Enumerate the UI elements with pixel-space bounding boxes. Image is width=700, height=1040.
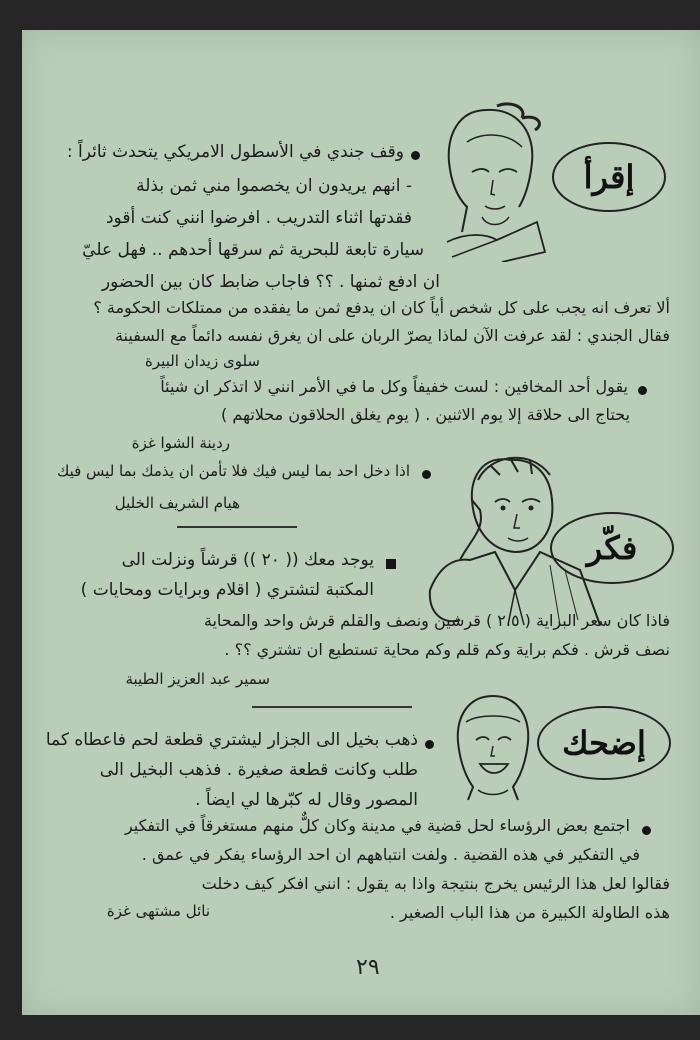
- meeting-line-1: اجتمع بعض الرؤساء لحل قضية في مدينة وكان كلٌّ منهم مستغرقاً في التفكير: [124, 816, 630, 835]
- quote-line-2: يحتاج الى حلاقة إلا يوم الاثنين . ( يوم يغلق الحلاقون محلاتهم ): [220, 405, 630, 424]
- read-heading: إقرأ: [583, 158, 635, 196]
- problem-line-4: نصف قرش . فكم براية وكم قلم وكم محاية تستطيع ان تشتري ؟؟ .: [224, 640, 670, 659]
- problem-line-3: فاذا كان سعر البراية ( ٢.٥ ) قرشين ونصف والقلم قرش واحد والمحاية: [203, 611, 670, 630]
- meeting-line-4: هذه الطاولة الكبيرة من هذا الباب الصغير .: [389, 903, 670, 922]
- laugh-line-3: المصور وقال له كبّرها لي ايضاً .: [195, 790, 418, 810]
- quote-line-1: يقول أحد المخافين : لست خفيفاً وكل ما في الأمر انني لا اتذكر ان شيئاً: [160, 377, 628, 396]
- read-bullet: [411, 151, 420, 160]
- problem-bullet: [386, 559, 396, 569]
- read-signature: سلوى زيدان البيرة: [145, 352, 260, 370]
- read-heading-bubble: [552, 142, 666, 212]
- page-number: ٢٩: [356, 955, 380, 980]
- think-heading-bubble: [550, 512, 674, 584]
- meeting-line-2: في التفكير في هذه القضية . ولفت انتباههم ان احد الرؤساء يفكر في عمق .: [141, 845, 640, 864]
- problem-line-1: يوجد معك (( ٢٠ )) قرشاً ونزلت الى: [121, 550, 374, 570]
- quote-bullet: [638, 386, 647, 395]
- laugh-line-2: طلب وكانت قطعة صغيرة . فذهب البخيل الى: [99, 760, 418, 780]
- laugh-line-1: ذهب بخيل الى الجزار ليشتري قطعة لحم فاعطاه كما: [45, 730, 418, 750]
- read-line-4: سيارة تابعة للبحرية ثم سرقها أحدهم .. فهل عليّ: [82, 240, 424, 260]
- problem-signature: سمير عبد العزيز الطيبة: [125, 670, 270, 688]
- laugh-heading: إضحك: [562, 724, 646, 762]
- read-line-6: ألا تعرف انه يجب على كل شخص أياً كان ان يدفع ثمن ما يفقده من ممتلكات الحكومة ؟: [93, 298, 670, 317]
- quote-signature: ردينة الشوا غزة: [131, 434, 230, 452]
- meeting-line-3: فقالوا لعل هذا الرئيس يخرج بنتيجة واذا به يقول : انني افكر كيف دخلت: [201, 874, 670, 893]
- divider-1: [177, 526, 297, 528]
- meeting-signature: نائل مشتهى غزة: [106, 902, 210, 920]
- proverb-signature: هيام الشريف الخليل: [114, 494, 240, 512]
- read-line-7: فقال الجندي : لقد عرفت الآن لماذا يصرّ الربان على ان يغرق نفسه دائماً مع السفينة: [114, 326, 670, 345]
- laughing-girl-illustration: [448, 692, 538, 804]
- read-line-5: ان ادفع ثمنها . ؟؟ فاجاب ضابط كان بين الحضور: [101, 272, 440, 292]
- read-line-2: - انهم يريدون ان يخصموا مني ثمن بذلة: [136, 176, 412, 196]
- read-line-1: وقف جندي في الأسطول الامريكي يتحدث ثائراً :: [66, 142, 404, 162]
- divider-2: [252, 706, 412, 708]
- read-line-3: فقدتها اثناء التدريب . افرضوا انني كنت أقود: [105, 208, 412, 228]
- laugh-bullet: [425, 740, 434, 749]
- laugh-heading-bubble: [537, 706, 671, 780]
- meeting-bullet: [642, 826, 651, 835]
- magazine-page: [22, 30, 700, 1015]
- girl-reading-illustration: [427, 102, 557, 262]
- proverb-text: اذا دخل احد بما ليس فيك فلا تأمن ان يذمك بما ليس فيك: [56, 462, 410, 480]
- think-heading: فكّر: [586, 529, 638, 567]
- problem-line-2: المكتبة لتشتري ( اقلام وبرايات ومحايات ): [80, 580, 374, 600]
